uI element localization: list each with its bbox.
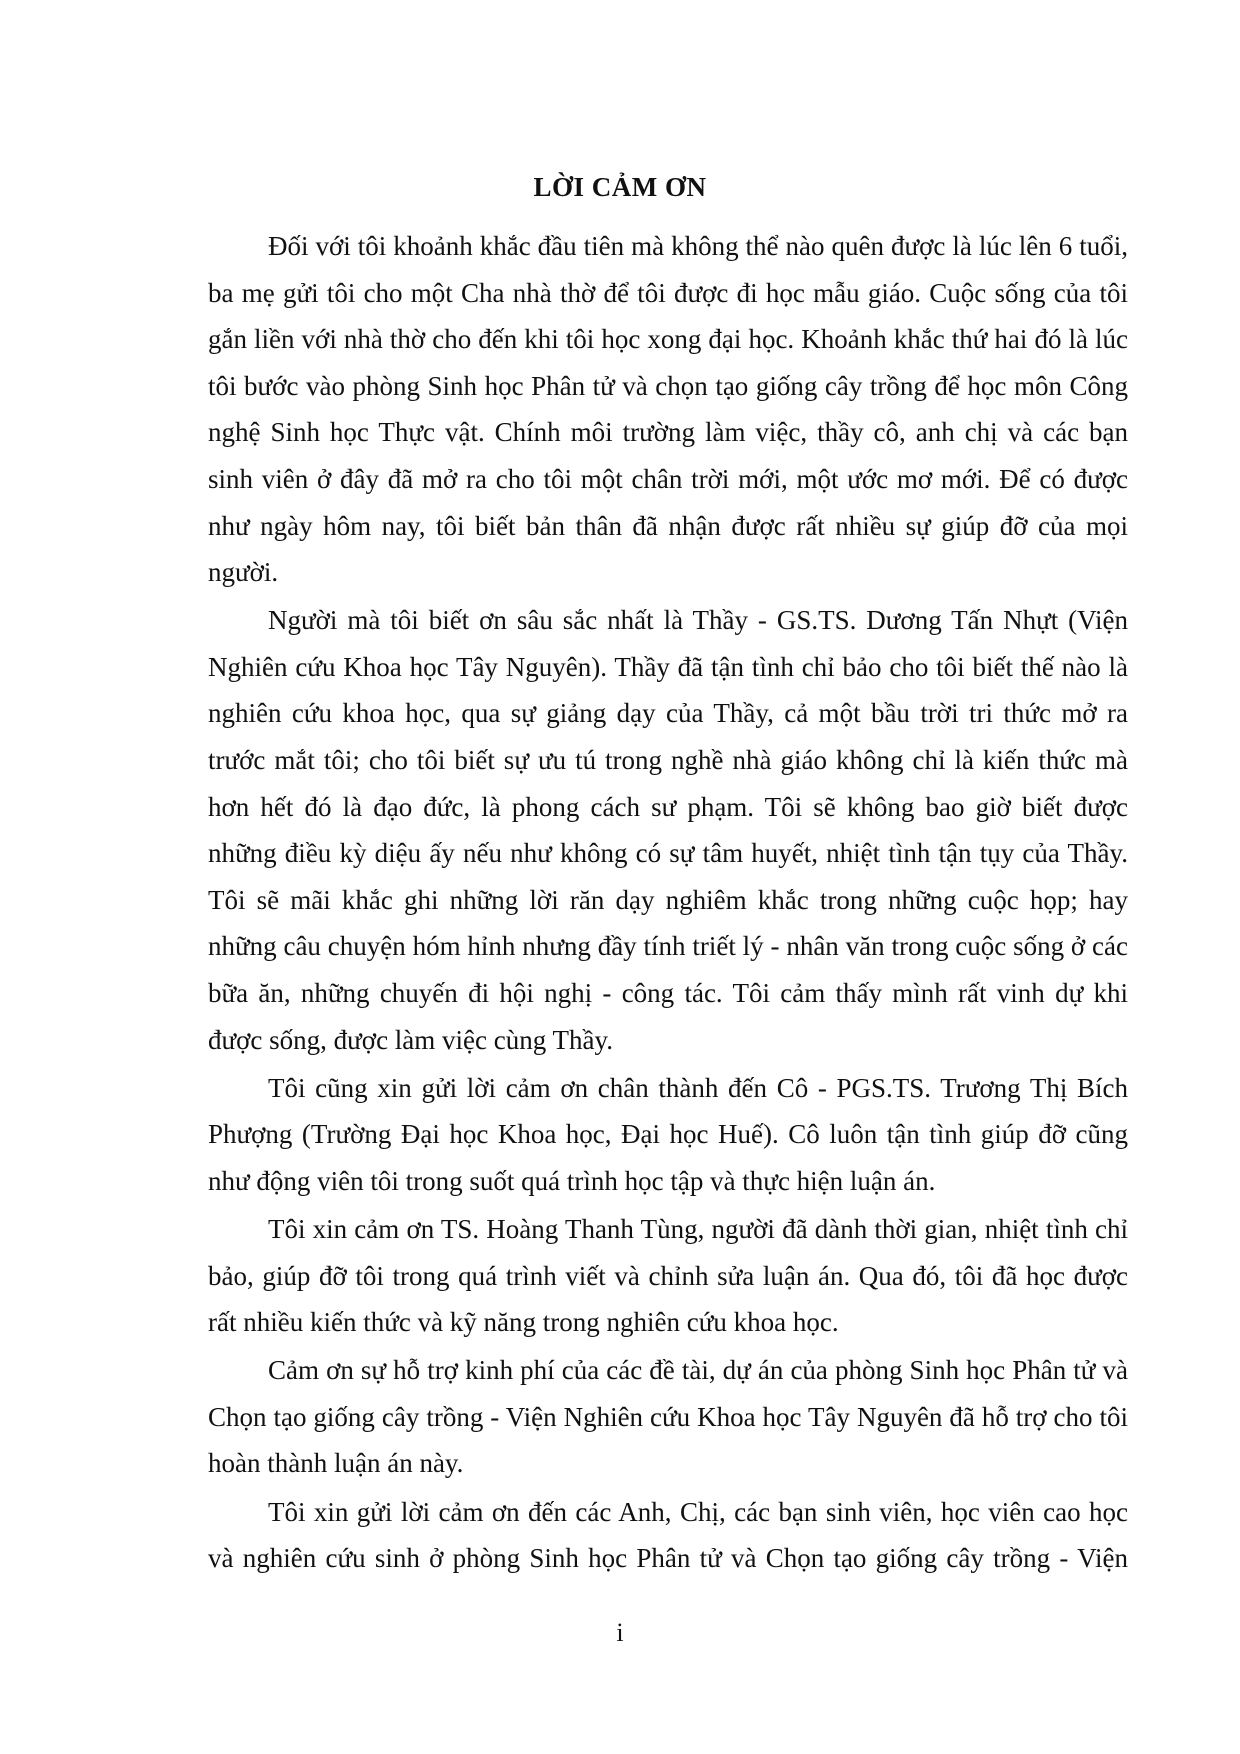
paragraph-6: Tôi xin gửi lời cảm ơn đến các Anh, Chị, các bạn sinh viên, học viên cao học và nghiên cứu sinh ở phòng Sinh học Phân tử và Chọn tạo giống cây trồng - Viện: [208, 1496, 1128, 1574]
page-title: LỜI CẢM ƠN: [533, 172, 707, 202]
paragraph-1: Đối với tôi khoảnh khắc đầu tiên mà không thể nào quên được là lúc lên 6 tuổi, ba mẹ gửi tôi cho một Cha nhà thờ để tôi được đi học mẫu giáo. Cuộc sống của tôi gắn liền với nhà thờ cho đến khi tôi học xong đại học. Khoảnh khắc thứ hai đó là lúc tôi bước vào phòng Sinh học Phân tử và chọn tạo giống cây trồng để học môn Công nghệ Sinh học Thực vật. Chính môi trường làm việc, thầy cô, anh chị và các bạn sinh viên ở đây đã mở ra cho tôi một chân trời mới, một ước mơ mới. Để có được như ngày hôm nay, tôi biết bản thân đã nhận được rất nhiều sự giúp đỡ của mọi người.: [208, 231, 1128, 588]
body-text: [208, 223, 1128, 1583]
paragraph-4: Tôi xin cảm ơn TS. Hoàng Thanh Tùng, người đã dành thời gian, nhiệt tình chỉ bảo, giúp đỡ tôi trong quá trình viết và chỉnh sửa luận án. Qua đó, tôi đã học được rất nhiều kiến thức và kỹ năng trong nghiên cứu khoa học.: [208, 1213, 1128, 1338]
paragraph-3: Tôi cũng xin gửi lời cảm ơn chân thành đến Cô - PGS.TS. Trương Thị Bích Phượng (Trường Đại học Khoa học, Đại học Huế). Cô luôn tận tình giúp đỡ cũng như động viên tôi trong suốt quá trình học tập và thực hiện luận án.: [208, 1072, 1128, 1196]
paragraph-2: Người mà tôi biết ơn sâu sắc nhất là Thầy - GS.TS. Dương Tấn Nhựt (Viện Nghiên cứu Khoa học Tây Nguyên). Thầy đã tận tình chỉ bảo cho tôi biết thế nào là nghiên cứu khoa học, qua sự giảng dạy của Thầy, cả một bầu trời tri thức mở ra trước mắt tôi; cho tôi biết sự ưu tú trong nghề nhà giáo không chỉ là kiến thức mà hơn hết đó là đạo đức, là phong cách sư phạm. Tôi sẽ không bao giờ biết được những điều kỳ diệu ấy nếu như không có sự tâm huyết, nhiệt tình tận tụy của Thầy. Tôi sẽ mãi khắc ghi những lời răn dạy nghiêm khắc trong những cuộc họp; hay những câu chuyện hóm hỉnh nhưng đầy tính triết lý - nhân văn trong cuộc sống ở các bữa ăn, những chuyến đi hội nghị - công tác. Tôi cảm thấy mình rất vinh dự khi được sống, được làm việc cùng Thầy.: [208, 605, 1128, 1055]
page-number: i: [616, 1618, 624, 1647]
paragraph-5: Cảm ơn sự hỗ trợ kinh phí của các đề tài, dự án của phòng Sinh học Phân tử và Chọn tạo giống cây trồng - Viện Nghiên cứu Khoa học Tây Nguyên đã hỗ trợ cho tôi hoàn thành luận án này.: [208, 1355, 1128, 1479]
